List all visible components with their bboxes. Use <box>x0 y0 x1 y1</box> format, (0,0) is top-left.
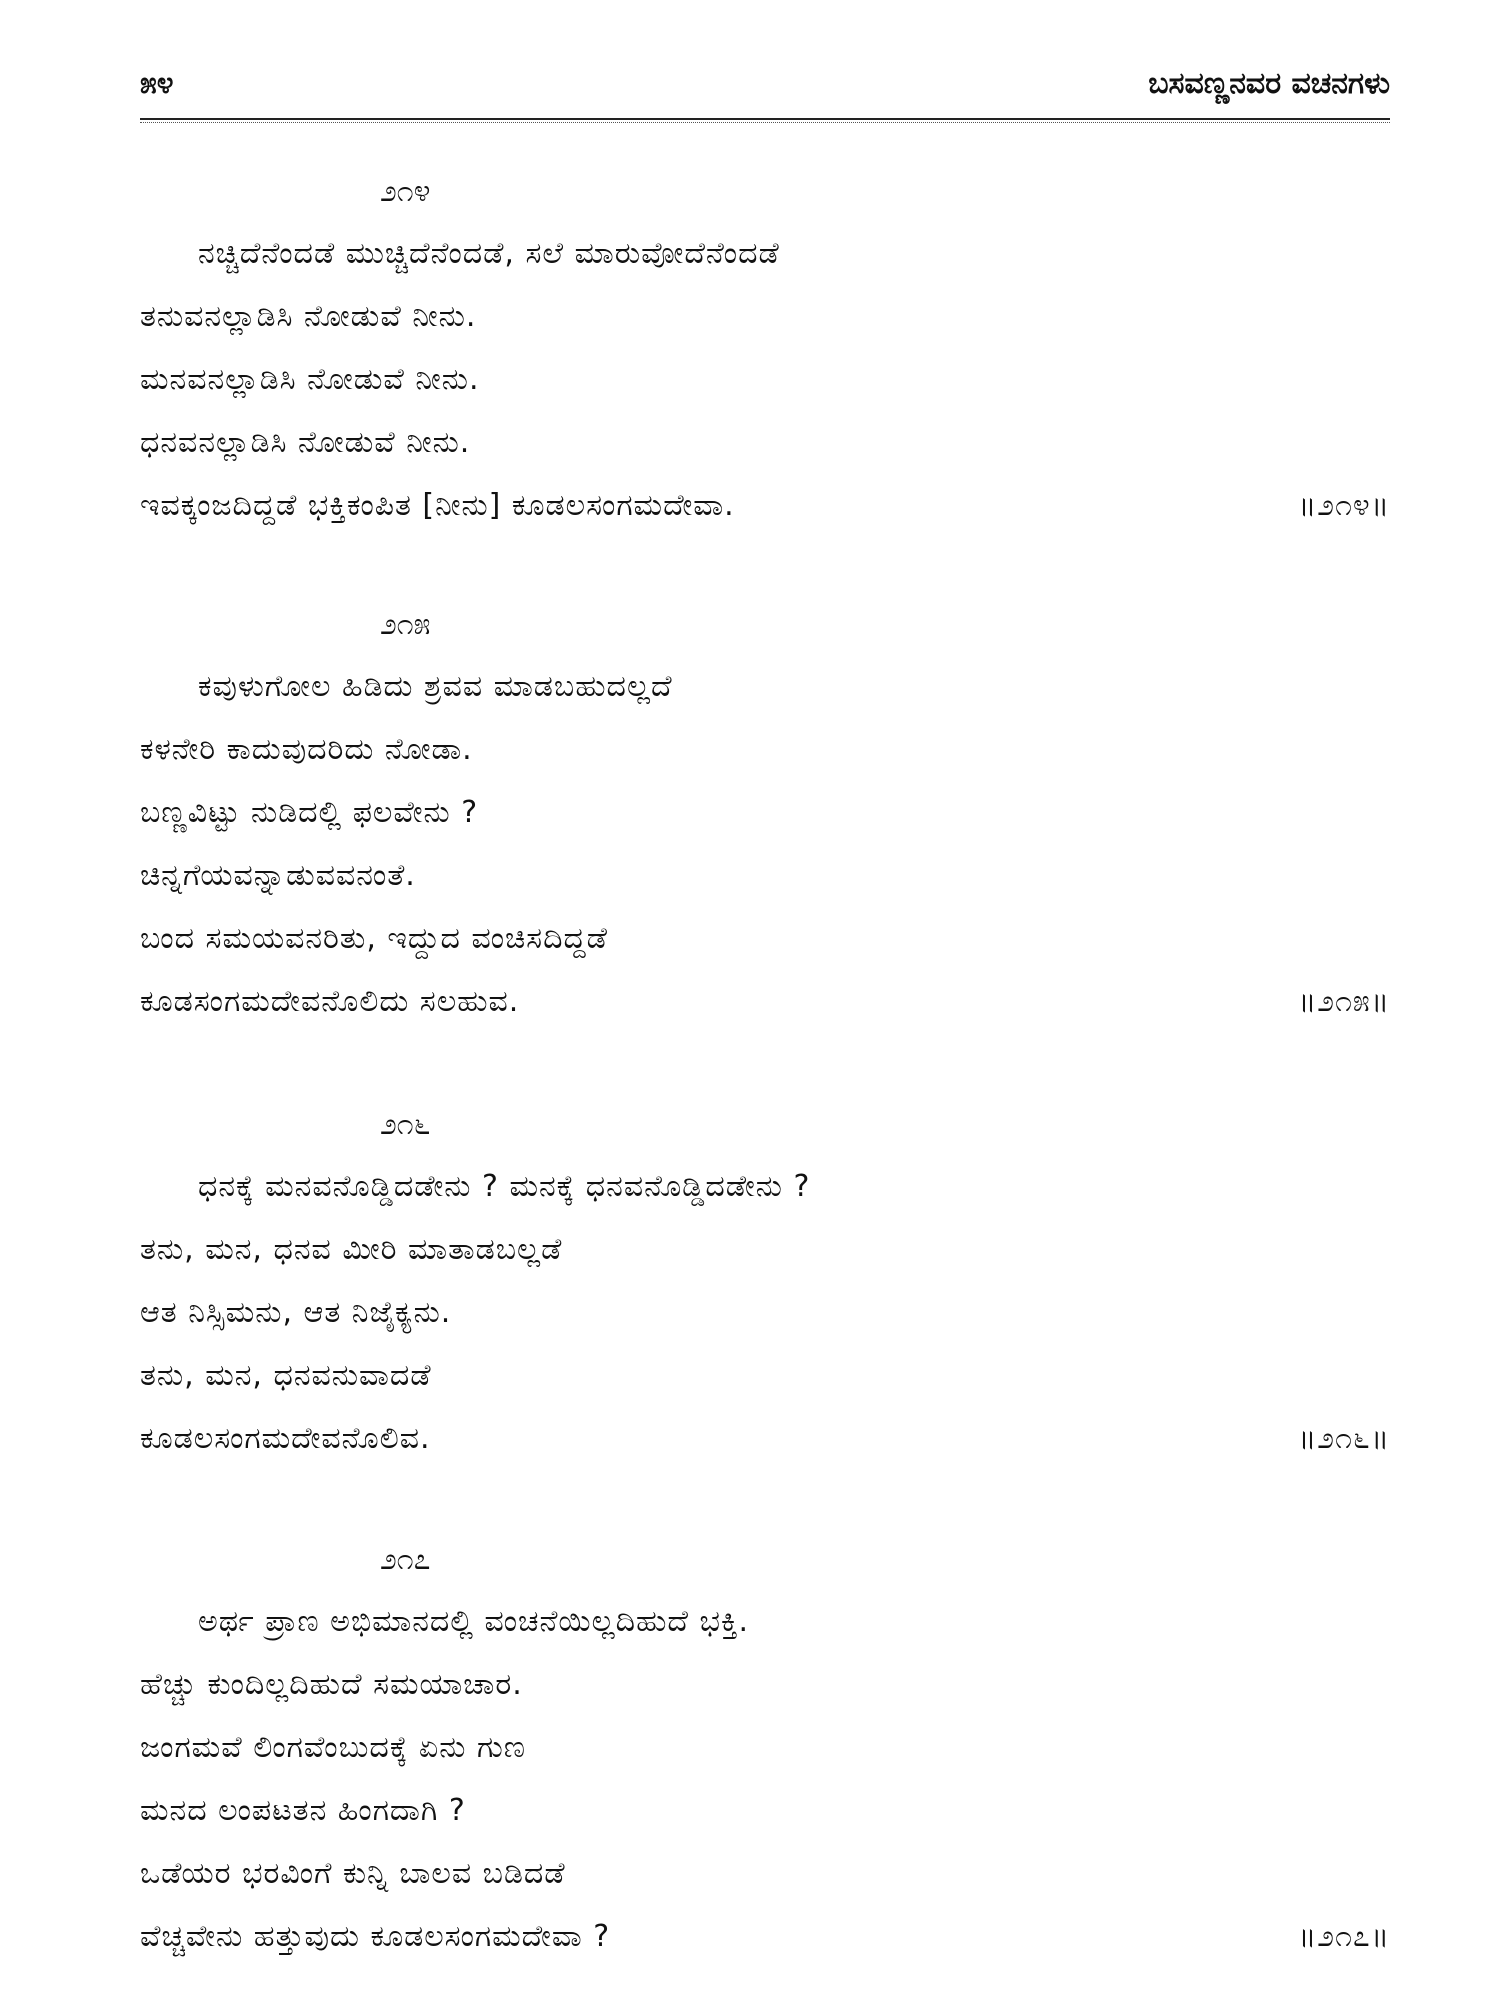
vachana-line: ಆತ ನಿಸ್ಸಿಮನು, ಆತ ನಿಜೈಕ್ಯನು. <box>140 1295 452 1330</box>
page-number: ೫೪ <box>140 66 174 101</box>
vachana-line-last <box>140 970 1390 1033</box>
vachana-line: ಬಣ್ಣವಿಟ್ಟು ನುಡಿದಲ್ಲಿ ಫಲವೇನು ? <box>140 795 479 830</box>
vachana-number: ೨೧೭ <box>380 1542 431 1577</box>
vachana-line-text: ಕೂಡಲಸಂಗಮದೇವನೊಲಿವ. <box>140 1421 431 1456</box>
vachana-number: ೨೧೪ <box>380 174 431 209</box>
vachana-end-marker: ॥೨೧೫॥ <box>1298 984 1390 1019</box>
vachana-line: ಜಂಗಮವೆ ಲಿಂಗವೆಂಬುದಕ್ಕೆ ಏನು ಗುಣ <box>140 1730 527 1765</box>
vachana-line: ಮನವನಲ್ಲಾಡಿಸಿ ನೋಡುವೆ ನೀನು. <box>140 362 480 397</box>
vachana-line-last <box>140 1407 1390 1470</box>
vachana-lines <box>140 655 1390 1033</box>
vachana-line: ಒಡೆಯರ ಭರವಿಂಗೆ ಕುನ್ನಿ ಬಾಲವ ಬಡಿದಡೆ <box>140 1856 566 1891</box>
vachana-lines <box>140 222 1390 537</box>
header-rule <box>140 118 1390 120</box>
vachana-line: ಕಳನೇರಿ ಕಾದುವುದರಿದು ನೋಡಾ. <box>140 732 473 767</box>
header-rule-dotted <box>140 122 1390 123</box>
vachana-line-text: ಕೂಡಸಂಗಮದೇವನೊಲಿದು ಸಲಹುವ. <box>140 984 520 1019</box>
vachana-lines <box>140 1155 1390 1470</box>
vachana-line: ಅರ್ಥ ಪ್ರಾಣ ಅಭಿಮಾನದಲ್ಲಿ ವಂಚನೆಯಿಲ್ಲದಿಹುದೆ ಭಕ್ತಿ. <box>198 1604 750 1639</box>
page-header <box>140 58 1390 118</box>
vachana-line: ಧನವನಲ್ಲಾಡಿಸಿ ನೋಡುವೆ ನೀನು. <box>140 425 471 460</box>
vachana-number: ೨೧೬ <box>380 1107 431 1142</box>
vachana-line-text: ಇವಕ್ಕಂಜದಿದ್ದಡೆ ಭಕ್ತಿಕಂಪಿತ [ನೀನು] ಕೂಡಲಸಂಗಮದೇವಾ. <box>140 488 735 523</box>
vachana-end-marker: ॥೨೧೭॥ <box>1298 1919 1390 1954</box>
vachana-line: ತನು, ಮನ, ಧನವ ಮೀರಿ ಮಾತಾಡಬಲ್ಲಡೆ <box>140 1232 563 1267</box>
vachana-line: ತನುವನಲ್ಲಾಡಿಸಿ ನೋಡುವೆ ನೀನು. <box>140 299 477 334</box>
vachana-line-text: ವೆಚ್ಚವೇನು ಹತ್ತುವುದು ಕೂಡಲಸಂಗಮದೇವಾ ? <box>140 1919 611 1954</box>
vachana-line-last <box>140 1905 1390 1968</box>
vachana-line: ನಚ್ಚಿದೆನೆಂದಡೆ ಮುಚ್ಚಿದೆನೆಂದಡೆ, ಸಲೆ ಮಾರುವೋದೆನೆಂದಡೆ <box>198 236 780 271</box>
vachana-line: ಚಿನ್ನಗೆಯವನ್ನಾಡುವವನಂತೆ. <box>140 858 416 893</box>
vachana-line: ಬಂದ ಸಮಯವನರಿತು, ಇದ್ದುದ ವಂಚಿಸದಿದ್ದಡೆ <box>140 921 608 956</box>
vachana-line: ಮನದ ಲಂಪಟತನ ಹಿಂಗದಾಗಿ ? <box>140 1793 466 1828</box>
vachana-lines <box>140 1590 1390 1968</box>
vachana-line: ಕವುಳುಗೋಲ ಹಿಡಿದು ಶ್ರವವ ಮಾಡಬಹುದಲ್ಲದೆ <box>198 669 673 704</box>
vachana-line: ತನು, ಮನ, ಧನವನುವಾದಡೆ <box>140 1358 432 1393</box>
vachana-line-last <box>140 474 1390 537</box>
vachana-line: ಧನಕ್ಕೆ ಮನವನೊಡ್ಡಿದಡೇನು ? ಮನಕ್ಕೆ ಧನವನೊಡ್ಡಿದಡೇನು ? <box>198 1169 811 1204</box>
vachana-line: ಹೆಚ್ಚು ಕುಂದಿಲ್ಲದಿಹುದೆ ಸಮಯಾಚಾರ. <box>140 1667 523 1702</box>
running-title: ಬಸವಣ್ಣನವರ ವಚನಗಳು <box>1148 66 1390 101</box>
vachana-number: ೨೧೫ <box>380 607 431 642</box>
vachana-end-marker: ॥೨೧೪॥ <box>1298 488 1390 523</box>
vachana-end-marker: ॥೨೧೬॥ <box>1298 1421 1390 1456</box>
